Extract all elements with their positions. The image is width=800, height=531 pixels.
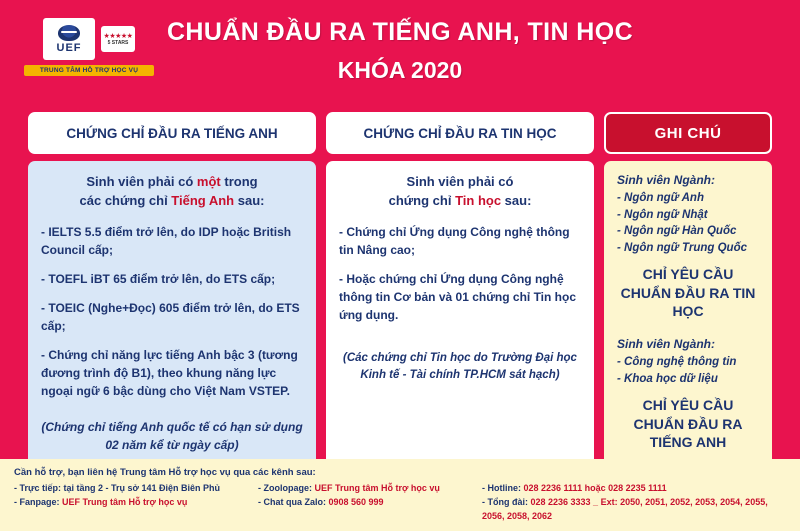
column-informatics	[326, 112, 594, 466]
lead-text-2: chứng chỉ	[388, 192, 456, 208]
logo-block	[24, 18, 154, 76]
footer-line-fanpage[interactable]	[14, 496, 252, 510]
lead-emph-tinhoc: Tin học	[455, 192, 502, 208]
column-english-note: (Chứng chỉ tiếng Anh quốc tế có hạn sử dụng 02 năm kể từ ngày cấp)	[41, 419, 303, 452]
poster-title: CHUẨN ĐẦU RA TIẾNG ANH, TIN HỌC	[166, 18, 634, 46]
footer-label-direct: - Trực tiếp:	[14, 483, 62, 493]
list-item: - Chứng chỉ năng lực tiếng Anh bậc 3 (tương đương trình độ B1), theo khung năng lực ngoại ngữ 6 bậc dùng cho Việt Nam VSTEP.	[41, 347, 298, 398]
footer-label-switchboard: - Tổng đài:	[482, 496, 528, 507]
column-notes	[604, 112, 772, 466]
list-item: - Ngôn ngữ Hàn Quốc	[617, 225, 737, 238]
column-english-heading: CHỨNG CHỈ ĐẦU RA TIẾNG ANH	[28, 112, 316, 154]
footer-value-fanpage[interactable]: UEF Trung tâm Hỗ trợ học vụ	[59, 496, 188, 507]
notes-group2-title: Sinh viên Ngành:	[617, 337, 716, 352]
footer-label-zalo-chat: - Chat qua Zalo:	[258, 496, 326, 507]
list-item: - Hoặc chứng chỉ Ứng dụng Công nghệ thông tin Cơ bản và 01 chứng chỉ Tin học ứng dụng.	[339, 271, 577, 322]
column-informatics-heading: CHỨNG CHỈ ĐẦU RA TIN HỌC	[326, 112, 594, 154]
stars-logo-text: 5 STARS	[107, 39, 129, 46]
list-item: - Ngôn ngữ Anh	[617, 192, 704, 204]
column-informatics-note: (Các chứng chỉ Tin học do Trường Đại học Kinh tế - Tài chính TP.HCM sát hạch)	[343, 351, 577, 381]
footer-value-zalo-chat[interactable]: 0908 560 999	[326, 496, 384, 507]
column-notes-heading: GHI CHÚ	[604, 112, 772, 154]
lead-emph-tienganh: Tiếng Anh	[171, 192, 235, 208]
footer-label-fanpage: - Fanpage:	[14, 496, 60, 507]
list-item: - Công nghệ thông tin	[617, 356, 737, 369]
list-item: - Ngôn ngữ Nhật	[617, 208, 708, 221]
column-english	[28, 112, 316, 466]
footer-intro: Cần hỗ trợ, bạn liên hệ Trung tâm Hỗ trợ học vụ qua các kênh sau:	[14, 467, 316, 478]
footer-line-direct	[14, 482, 252, 496]
lead-text-2: trong	[220, 174, 258, 189]
notes-group1-title: Sinh viên Ngành:	[617, 173, 716, 187]
five-stars-logo-icon	[101, 26, 135, 52]
footer-line-switchboard	[482, 496, 786, 524]
column-informatics-body	[326, 161, 594, 466]
notes-group1-emphasis: CHỈ YÊU CẦU CHUẨN ĐẦU RA TIN HỌC	[620, 265, 756, 320]
stars-glyph-icon: ★★★★★	[103, 32, 133, 40]
uef-logo-text: UEF	[56, 41, 82, 54]
footer-label-zalopage: - Zoolopage:	[258, 483, 312, 493]
lead-text-3: các chứng chỉ	[79, 192, 172, 208]
list-item: - Chứng chỉ Ứng dụng Công nghệ thông tin Nâng cao;	[339, 224, 570, 257]
lead-text-3: sau:	[501, 192, 532, 208]
lead-text-1: Sinh viên phải có	[86, 174, 197, 189]
footer-label-hotline: - Hotline:	[482, 483, 521, 493]
list-item: - TOEIC (Nghe+Đọc) 605 điểm trở lên, do ETS cấp;	[41, 300, 300, 333]
notes-group2-emphasis: CHỈ YÊU CẦU CHUẨN ĐẦU RA TIẾNG ANH	[633, 396, 743, 451]
poster-header	[0, 0, 800, 108]
footer-line-zalo-chat[interactable]	[258, 496, 476, 510]
footer-value-direct: tại tầng 2 - Trụ sở 141 Điện Biên Phủ	[61, 483, 220, 493]
uef-logo-icon	[43, 18, 95, 60]
poster-footer	[0, 459, 800, 531]
footer-contact-column-1	[14, 482, 252, 524]
list-item: - Ngôn ngữ Trung Quốc	[617, 242, 748, 255]
list-item: - TOEFL iBT 65 điểm trở lên, do ETS cấp;	[41, 271, 276, 286]
footer-contact-column-3	[482, 482, 786, 524]
column-informatics-lead	[339, 173, 581, 211]
columns-container	[28, 112, 772, 466]
footer-columns	[14, 482, 786, 524]
footer-value-switchboard: 028 2236 3333 _ Ext: 2050, 2051, 2052, 2053, 2054, 2055, 2056, 2058, 2062	[482, 496, 768, 521]
uef-emblem-icon	[58, 25, 80, 41]
lead-emph-mot: một	[196, 174, 221, 189]
lead-text-1: Sinh viên phải có	[406, 174, 514, 189]
list-item: - Khoa học dữ liệu	[617, 373, 718, 386]
list-item: - IELTS 5.5 điểm trở lên, do IDP hoặc British Council cấp;	[41, 224, 292, 257]
column-english-body	[28, 161, 316, 466]
footer-line-hotline	[482, 482, 786, 496]
column-notes-body	[604, 161, 772, 466]
footer-value-zalopage[interactable]: UEF Trung tâm Hỗ trợ học vụ	[312, 483, 440, 493]
poster-subtitle: KHÓA 2020	[337, 57, 463, 83]
lead-text-4: sau:	[234, 192, 265, 208]
footer-contact-column-2	[258, 482, 476, 524]
footer-value-hotline: 028 2236 1111 hoặc 028 2235 1111	[521, 483, 667, 493]
logo-row	[24, 18, 154, 60]
footer-line-zalopage[interactable]	[258, 482, 476, 496]
column-english-lead	[41, 173, 303, 211]
logo-caption: TRUNG TÂM HỖ TRỢ HỌC VỤ	[24, 65, 154, 76]
